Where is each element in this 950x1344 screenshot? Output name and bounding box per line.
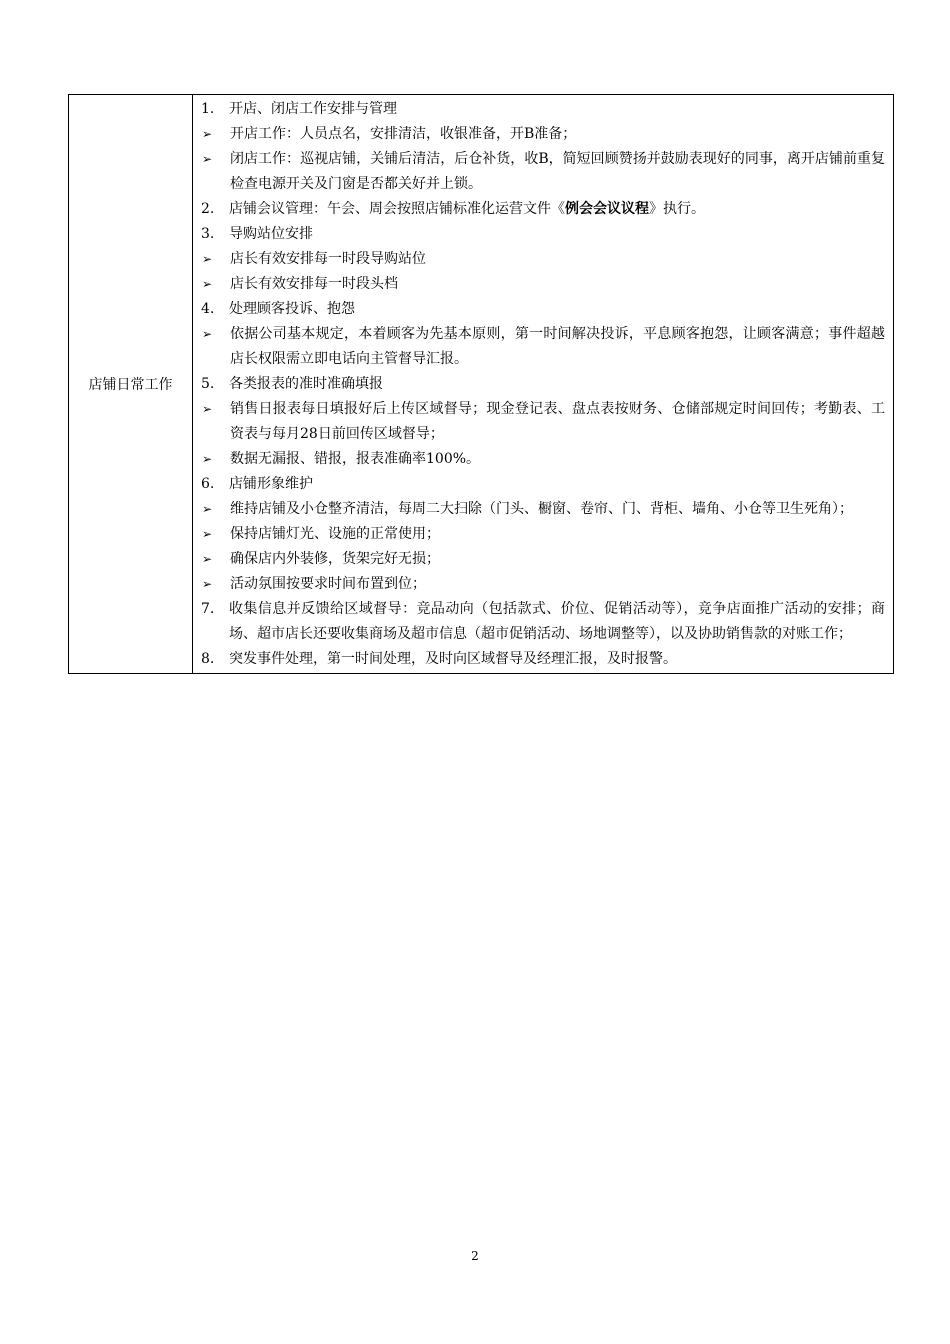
item-text bbox=[230, 147, 885, 197]
arrow-bullet-icon: ➢ bbox=[202, 452, 213, 466]
item-text bbox=[230, 247, 885, 272]
item-text bbox=[230, 522, 885, 547]
bullet-item bbox=[201, 147, 885, 197]
item-text-main: 活动氛围按要求时间布置到位； bbox=[230, 576, 426, 592]
item-text bbox=[230, 572, 885, 597]
bullet-item bbox=[201, 122, 885, 147]
numbered-item bbox=[201, 297, 885, 322]
arrow-bullet-icon: ➢ bbox=[202, 152, 213, 166]
section-label: 店铺日常工作 bbox=[69, 95, 193, 674]
numbered-item bbox=[201, 197, 885, 222]
item-text bbox=[229, 197, 885, 222]
item-text-main: 销售日报表每日填报好后上传区域督导；现金登记表、盘点表按财务、仓储部规定时间回传；考勤表、工资表与每月28日前回传区域督导； bbox=[230, 401, 885, 442]
item-text-main: 开店工作：人员点名，安排清洁，收银准备，开B准备； bbox=[230, 126, 577, 142]
item-text bbox=[229, 472, 885, 497]
item-text-main: 维持店铺及小仓整齐清洁，每周二大扫除（门头、橱窗、卷帘、门、背柜、墙角、小仓等卫生死角）； bbox=[230, 501, 853, 517]
item-text-main: 闭店工作：巡视店铺，关铺后清洁，后仓补货，收B，简短回顾赞扬并鼓励表现好的同事，离开店铺前重复检查电源开关及门窗是否都关好并上锁。 bbox=[230, 151, 885, 192]
item-text bbox=[229, 372, 885, 397]
numbered-item bbox=[201, 222, 885, 247]
item-text-main: 店长有效安排每一时段头档 bbox=[230, 276, 398, 292]
item-text bbox=[230, 397, 885, 447]
numbered-item bbox=[201, 597, 885, 647]
item-number: 8. bbox=[201, 651, 215, 667]
duty-list bbox=[193, 95, 894, 674]
numbered-item bbox=[201, 647, 885, 672]
item-text bbox=[230, 547, 885, 572]
item-number: 3. bbox=[201, 226, 215, 242]
item-text-main: 开店、闭店工作安排与管理 bbox=[229, 101, 397, 117]
item-number: 5. bbox=[201, 376, 215, 392]
arrow-bullet-icon: ➢ bbox=[202, 402, 213, 416]
bullet-item bbox=[201, 497, 885, 522]
item-text bbox=[229, 597, 885, 647]
item-text-main: 各类报表的准时准确填报 bbox=[229, 376, 383, 392]
arrow-bullet-icon: ➢ bbox=[202, 577, 213, 591]
item-number: 7. bbox=[201, 601, 215, 617]
table-row bbox=[69, 95, 894, 674]
item-text-main: 收集信息并反馈给区域督导：竞品动向（包括款式、价位、促销活动等），竞争店面推广活动的安排；商场、超市店长还要收集商场及超市信息（超市促销活动、场地调整等），以及协助销售款的对账工作； bbox=[229, 601, 885, 642]
item-number: 2. bbox=[201, 201, 215, 217]
numbered-item bbox=[201, 472, 885, 497]
bullet-item bbox=[201, 322, 885, 372]
numbered-item bbox=[201, 97, 885, 122]
bullet-item bbox=[201, 247, 885, 272]
item-number: 4. bbox=[201, 301, 215, 317]
item-text bbox=[229, 97, 885, 122]
item-text-main: 处理顾客投诉、抱怨 bbox=[229, 301, 355, 317]
item-text-bold: 例会会议议程 bbox=[565, 201, 649, 217]
bullet-item bbox=[201, 547, 885, 572]
arrow-bullet-icon: ➢ bbox=[202, 327, 213, 341]
item-text-main: 保持店铺灯光、设施的正常使用； bbox=[230, 526, 440, 542]
item-text bbox=[229, 297, 885, 322]
item-text-main: 店长有效安排每一时段导购站位 bbox=[230, 251, 426, 267]
item-text bbox=[230, 497, 885, 522]
bullet-item bbox=[201, 447, 885, 472]
item-text-main: 数据无漏报、错报，报表准确率100%。 bbox=[230, 451, 481, 467]
page-number: 2 bbox=[471, 1249, 479, 1263]
item-text bbox=[230, 122, 885, 147]
item-text bbox=[229, 647, 885, 672]
item-text-main: 突发事件处理，第一时间处理，及时向区域督导及经理汇报，及时报警。 bbox=[229, 651, 677, 667]
arrow-bullet-icon: ➢ bbox=[202, 127, 213, 141]
arrow-bullet-icon: ➢ bbox=[202, 502, 213, 516]
item-text-main: 依据公司基本规定，本着顾客为先基本原则，第一时间解决投诉，平息顾客抱怨，让顾客满意；事件超越店长权限需立即电话向主管督导汇报。 bbox=[230, 326, 885, 367]
item-text-main: 确保店内外装修，货架完好无损； bbox=[230, 551, 440, 567]
item-text-main: 店铺会议管理：午会、周会按照店铺标准化运营文件《 bbox=[229, 201, 565, 217]
bullet-item bbox=[201, 572, 885, 597]
arrow-bullet-icon: ➢ bbox=[202, 552, 213, 566]
bullet-item bbox=[201, 522, 885, 547]
item-text bbox=[230, 447, 885, 472]
bullet-item bbox=[201, 397, 885, 447]
arrow-bullet-icon: ➢ bbox=[202, 277, 213, 291]
item-text bbox=[230, 272, 885, 297]
arrow-bullet-icon: ➢ bbox=[202, 527, 213, 541]
item-text bbox=[229, 222, 885, 247]
item-text-main: 导购站位安排 bbox=[229, 226, 313, 242]
item-number: 6. bbox=[201, 476, 215, 492]
arrow-bullet-icon: ➢ bbox=[202, 252, 213, 266]
item-text-main: 店铺形象维护 bbox=[229, 476, 313, 492]
item-text bbox=[230, 322, 885, 372]
item-number: 1. bbox=[201, 101, 215, 117]
duty-table bbox=[68, 94, 894, 674]
numbered-item bbox=[201, 372, 885, 397]
item-text-tail: 》执行。 bbox=[649, 201, 705, 217]
bullet-item bbox=[201, 272, 885, 297]
